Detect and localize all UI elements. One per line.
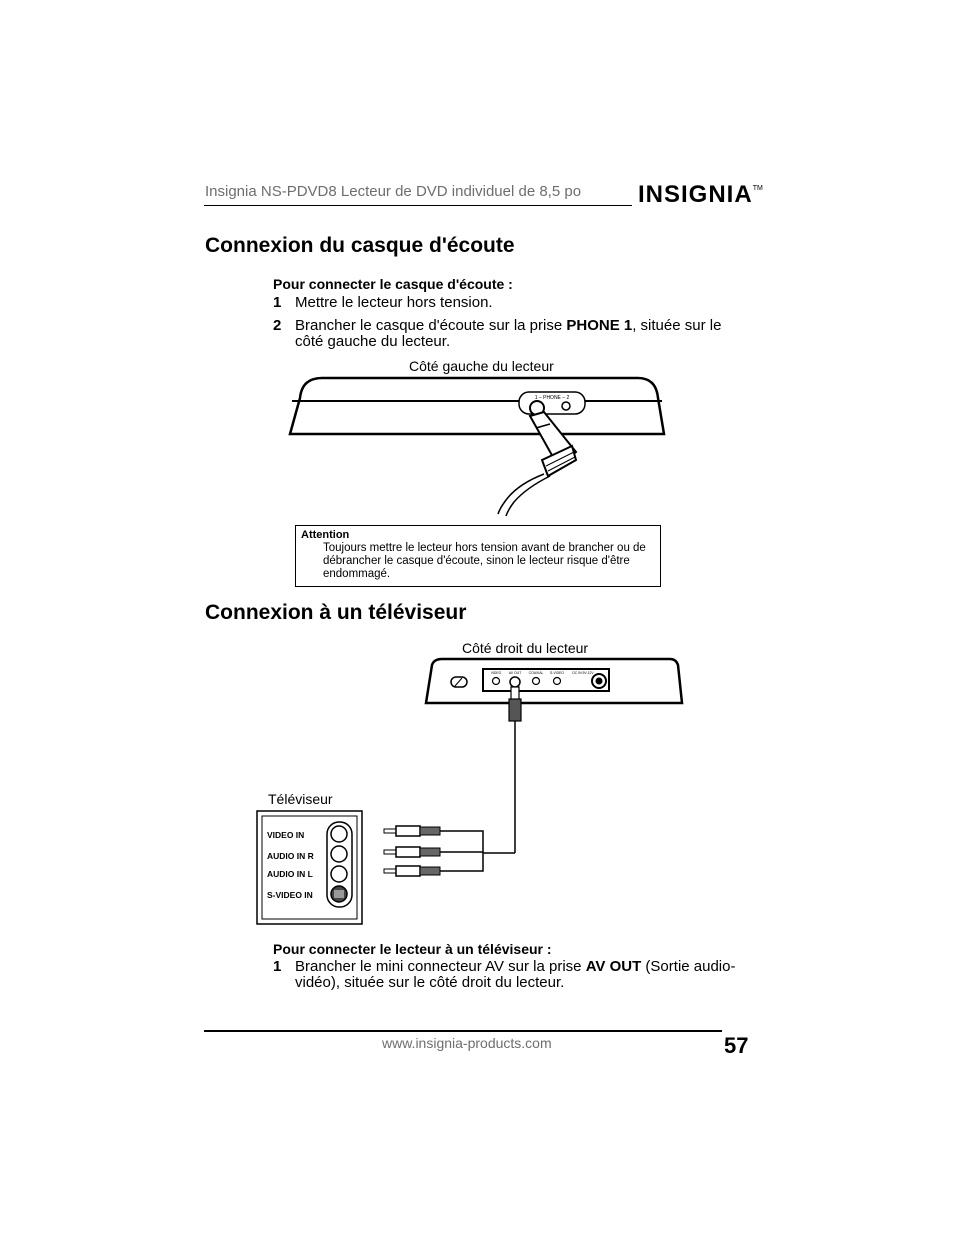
step-text-pre: Brancher le casque d'écoute sur la prise bbox=[295, 317, 567, 334]
attention-body: Toujours mettre le lecteur hors tension avant de brancher ou de débrancher le casque d'écoute, sinon le lecteur risque d'être endommagé. bbox=[323, 542, 646, 580]
page-number: 57 bbox=[724, 1033, 749, 1058]
tv-label-video-in: VIDEO IN bbox=[267, 830, 305, 840]
port-label-coaxial: COAXIAL bbox=[528, 671, 544, 675]
tv-step-1 bbox=[273, 959, 743, 993]
logo-text: INSIGNIA bbox=[638, 181, 753, 208]
tv-label-audio-in-r: AUDIO IN R bbox=[267, 851, 314, 861]
step-text bbox=[295, 318, 743, 350]
running-header: Insignia NS-PDVD8 Lecteur de DVD individuel de 8,5 po bbox=[205, 183, 582, 200]
step-text: Mettre le lecteur hors tension. bbox=[295, 294, 493, 311]
attention-title: Attention bbox=[301, 529, 350, 541]
step-number: 1 bbox=[273, 958, 282, 975]
headphones-step-1 bbox=[273, 295, 743, 313]
section-heading-headphones: Connexion du casque d'écoute bbox=[205, 234, 515, 257]
rca-plug-audio-l bbox=[384, 866, 440, 876]
insignia-logo bbox=[638, 181, 763, 209]
tv-procedure-lead: Pour connecter le lecteur à un téléviseur : bbox=[273, 941, 552, 957]
s-video-port bbox=[554, 678, 561, 685]
phone-jack-2 bbox=[562, 402, 570, 410]
player-body-outline bbox=[290, 378, 664, 434]
attention-box bbox=[295, 525, 661, 587]
jack-name-av-out: AV OUT bbox=[585, 958, 642, 975]
step-text bbox=[295, 959, 743, 991]
port-label-av-out: AV OUT bbox=[508, 671, 522, 675]
port-label-video: VIDEO bbox=[490, 671, 502, 675]
headphones-procedure-lead: Pour connecter le casque d'écoute : bbox=[273, 276, 513, 292]
figure-caption-tv: Téléviseur bbox=[268, 791, 333, 807]
tv-jack-audio-in-r bbox=[331, 846, 347, 862]
tv-jack-audio-in-l bbox=[331, 866, 347, 882]
footer-rule bbox=[204, 1030, 722, 1032]
step-number: 1 bbox=[273, 294, 282, 311]
headphones-step-2 bbox=[273, 318, 743, 352]
step-text-post: , située sur le côté gauche du lecteur. bbox=[295, 317, 722, 350]
figure-caption-right-side: Côté droit du lecteur bbox=[462, 640, 589, 656]
tv-jack-video-in bbox=[331, 826, 347, 842]
left-side-illustration bbox=[280, 372, 680, 517]
tv-label-audio-in-l: AUDIO IN L bbox=[267, 869, 313, 879]
tv-connection-illustration bbox=[250, 655, 690, 930]
rca-splitter bbox=[440, 831, 483, 871]
jack-name-phone1: PHONE 1 bbox=[566, 317, 633, 334]
port-label-dc-in: DC IN 9V-12V bbox=[572, 671, 594, 675]
coaxial-port bbox=[533, 678, 540, 685]
tv-label-s-video-in: S-VIDEO IN bbox=[267, 890, 313, 900]
logo-tm: TM bbox=[752, 185, 763, 192]
step-text-post: (Sortie audio-vidéo), située sur le côté droit du lecteur. bbox=[295, 958, 736, 991]
port-label-s-video: S-VIDEO bbox=[550, 671, 564, 675]
rca-plug-video bbox=[384, 826, 440, 836]
section-heading-tv: Connexion à un téléviseur bbox=[205, 601, 467, 624]
header-rule bbox=[204, 205, 632, 206]
phone-jack-label: 1 – PHONE – 2 bbox=[534, 395, 570, 401]
rca-plug-audio-r bbox=[384, 847, 440, 857]
video-port bbox=[493, 678, 500, 685]
step-text-pre: Brancher le mini connecteur AV sur la prise bbox=[295, 958, 586, 975]
av-mini-plug bbox=[509, 687, 521, 721]
step-number: 2 bbox=[273, 317, 282, 334]
figure-caption-left-side: Côté gauche du lecteur bbox=[409, 358, 554, 374]
footer-url: www.insignia-products.com bbox=[382, 1035, 552, 1051]
av-out-port bbox=[510, 677, 520, 687]
